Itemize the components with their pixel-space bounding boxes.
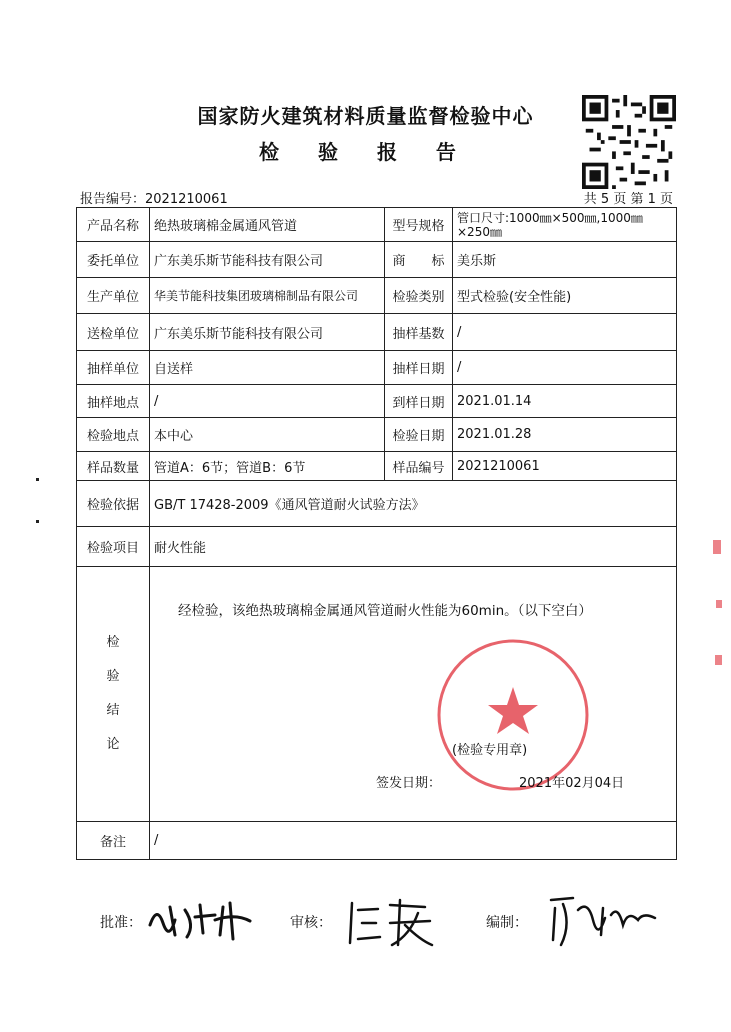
org-name: 国家防火建筑材料质量监督检验中心 [197, 104, 534, 128]
conclusion-label [77, 567, 150, 822]
seal-edge-mark [715, 655, 722, 665]
remark-label: 备注 [77, 822, 150, 860]
review-label: 审核： [290, 915, 332, 931]
compile-label: 编制： [486, 915, 528, 931]
table-row [77, 418, 677, 452]
conclusion-char: 验 [106, 669, 120, 684]
sample-place-value: / [150, 385, 385, 418]
conclusion-cell [150, 567, 677, 822]
table-row [77, 527, 677, 567]
model-label: 型号规格 [385, 208, 453, 242]
sample-no-value: 2021210061 [453, 452, 677, 481]
test-type-label: 检验类别 [385, 278, 453, 314]
conclusion-text: 经检验，该绝热玻璃棉金属通风管道耐火性能为60min。（以下空白） [178, 603, 592, 619]
table-row [77, 452, 677, 481]
test-type-value: 型式检验(安全性能) [453, 278, 677, 314]
submitter-label: 送检单位 [77, 314, 150, 351]
table-row [77, 242, 677, 278]
report-table [76, 207, 677, 860]
seal-edge-mark [716, 600, 722, 608]
basis-label: 检验依据 [77, 481, 150, 527]
product-name-label: 产品名称 [77, 208, 150, 242]
seal-edge-mark [713, 540, 721, 554]
sampler-value: 自送样 [150, 351, 385, 385]
seal-note: (检验专用章) [452, 743, 528, 758]
approve-label: 批准： [100, 915, 142, 931]
inspection-seal [433, 635, 593, 795]
items-label: 检验项目 [77, 527, 150, 567]
compiler-signature [543, 890, 663, 950]
conclusion-char: 结 [106, 703, 120, 718]
report-title: 检 验 报 告 [259, 140, 472, 164]
test-place-label: 检验地点 [77, 418, 150, 452]
conclusion-char: 检 [106, 635, 120, 650]
table-row [77, 208, 677, 242]
reviewer-signature [340, 895, 440, 950]
arrival-date-value: 2021.01.14 [453, 385, 677, 418]
items-value: 耐火性能 [150, 527, 677, 567]
sample-base-label: 抽样基数 [385, 314, 453, 351]
report-number-value: 2021210061 [145, 192, 228, 207]
approver-signature [145, 895, 260, 945]
table-row [77, 351, 677, 385]
client-label: 委托单位 [77, 242, 150, 278]
report-number-label: 报告编号： [80, 192, 146, 207]
sign-date-value: 2021年02月04日 [519, 776, 625, 791]
table-row [77, 314, 677, 351]
sample-qty-value: 管道A：6节；管道B：6节 [150, 452, 385, 481]
basis-value: GB/T 17428-2009《通风管道耐火试验方法》 [150, 481, 677, 527]
sampler-label: 抽样单位 [77, 351, 150, 385]
qr-code [582, 95, 676, 189]
conclusion-char: 论 [106, 737, 120, 752]
table-row [77, 278, 677, 314]
table-row [77, 481, 677, 527]
sample-base-value: / [453, 314, 677, 351]
sign-date-label: 签发日期： [376, 776, 442, 791]
table-row [77, 567, 677, 822]
test-date-value: 2021.01.28 [453, 418, 677, 452]
sample-place-label: 抽样地点 [77, 385, 150, 418]
test-place-value: 本中心 [150, 418, 385, 452]
page-info: 共 5 页 第 1 页 [583, 192, 673, 207]
scan-dot [36, 478, 39, 481]
brand-value: 美乐斯 [453, 242, 677, 278]
sample-date-value: / [453, 351, 677, 385]
sample-date-label: 抽样日期 [385, 351, 453, 385]
report-number [80, 188, 228, 207]
scan-dot [36, 520, 39, 523]
table-row [77, 822, 677, 860]
arrival-date-label: 到样日期 [385, 385, 453, 418]
manufacturer-label: 生产单位 [77, 278, 150, 314]
manufacturer-value: 华美节能科技集团玻璃棉制品有限公司 [150, 278, 385, 314]
remark-value: / [150, 822, 677, 860]
sample-no-label: 样品编号 [385, 452, 453, 481]
brand-label: 商 标 [385, 242, 453, 278]
model-value: 管口尺寸:1000㎜×500㎜,1000㎜×250㎜ [453, 208, 677, 242]
table-row [77, 385, 677, 418]
test-date-label: 检验日期 [385, 418, 453, 452]
client-value: 广东美乐斯节能科技有限公司 [150, 242, 385, 278]
submitter-value: 广东美乐斯节能科技有限公司 [150, 314, 385, 351]
product-name-value: 绝热玻璃棉金属通风管道 [150, 208, 385, 242]
sample-qty-label: 样品数量 [77, 452, 150, 481]
